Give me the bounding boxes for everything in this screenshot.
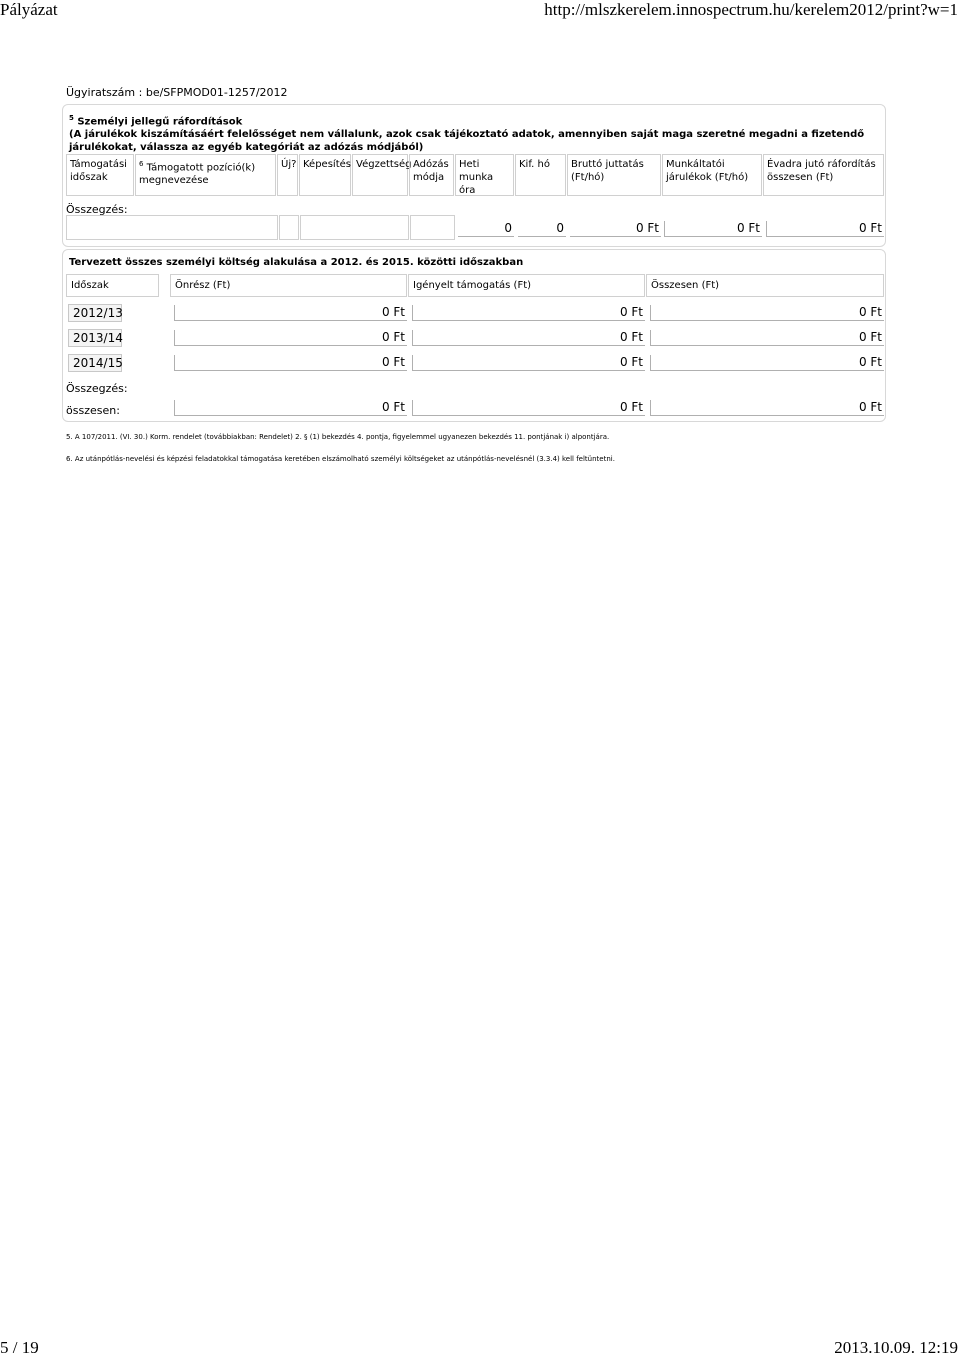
col-new: Új? [277, 154, 298, 196]
summary-cell-blank-1 [66, 215, 278, 240]
footnote-ref-6: 6 [139, 160, 144, 168]
col-requested-support: Igényelt támogatás (Ft) [408, 274, 645, 297]
summary-cell-blank-3 [300, 215, 409, 240]
cost-plan-title: Tervezett összes személyi költség alakulása a 2012. és 2015. közötti időszakban [69, 257, 524, 268]
col-gross-pay: Bruttó juttatás (Ft/hó) [567, 154, 661, 196]
footnote-ref-5: 5 [69, 114, 74, 122]
page-number: 5 / 19 [0, 1338, 39, 1357]
footnote-5: 5. A 107/2011. (VI. 30.) Korm. rendelet (továbbiakban: Rendelet) 2. § (1) bekezdés 4. pontja, figyelemmel ugyanezen bekezdés 11. pontjának i) alpontjára. [66, 433, 610, 441]
summary-season-total: 0 Ft [766, 221, 884, 237]
row3-total: 0 Ft [650, 355, 884, 371]
col-tax-method: Adózás módja [409, 154, 454, 196]
col-position-name-label: Támogatott pozíció(k) megnevezése [139, 162, 256, 187]
print-header-title: Pályázat [0, 0, 58, 19]
row2-requested: 0 Ft [412, 330, 645, 346]
row2-own: 0 Ft [174, 330, 407, 346]
section-subtitle-2: járulékokat, válassza az egyéb kategóriát az adózás módjából) [69, 142, 424, 154]
row1-requested: 0 Ft [412, 305, 645, 321]
col-education: Végzettség [352, 154, 408, 196]
col-total: Összesen (Ft) [646, 274, 884, 297]
section-subtitle-1: (A járulékok kiszámításáért felelősséget nem vállalunk, azok csak tájékoztató adatok, amennyiben saját maga szeretné megadni a fizetendő [69, 129, 865, 141]
summary-months: 0 [518, 221, 566, 237]
period-2013-14: 2013/14 [68, 329, 122, 347]
col-support-period: Támogatási időszak [66, 154, 134, 196]
row2-total: 0 Ft [650, 330, 884, 346]
total-label: összesen: [66, 404, 120, 417]
period-2012-13: 2012/13 [68, 304, 122, 322]
personnel-costs-title [69, 112, 879, 154]
row1-total: 0 Ft [650, 305, 884, 321]
summary-weekly-hours: 0 [458, 221, 514, 237]
row3-own: 0 Ft [174, 355, 407, 371]
total-requested: 0 Ft [412, 400, 645, 416]
col-weekly-hours: Heti munka óra [455, 154, 514, 196]
row3-requested: 0 Ft [412, 355, 645, 371]
col-period: Időszak [66, 274, 159, 297]
total-total: 0 Ft [650, 400, 884, 416]
total-own: 0 Ft [174, 400, 407, 416]
print-datetime: 2013.10.09. 12:19 [834, 1338, 958, 1357]
case-number: Ügyiratszám : be/SFPMOD01-1257/2012 [66, 86, 288, 99]
col-qualification: Képesítés [299, 154, 351, 196]
summary-employer-contrib: 0 Ft [664, 221, 762, 237]
col-season-total: Évadra jutó ráfordítás összesen (Ft) [763, 154, 884, 196]
summary-cell-blank-2 [279, 215, 299, 240]
period-2014-15: 2014/15 [68, 354, 122, 372]
summary-label: Összegzés: [66, 203, 128, 216]
col-position-name [135, 154, 276, 196]
col-own-contribution: Önrész (Ft) [170, 274, 407, 297]
col-employer-contrib: Munkáltatói járulékok (Ft/hó) [662, 154, 762, 196]
col-months: Kif. hó [515, 154, 566, 196]
summary-gross-pay: 0 Ft [570, 221, 661, 237]
summary-label-2: Összegzés: [66, 382, 128, 395]
summary-cell-blank-4 [410, 215, 455, 240]
footnote-6: 6. Az utánpótlás-nevelési és képzési feladatokkal támogatása keretében elszámolható személyi költségeket az utánpótlás-nevelésnél (3.3.4) kell feltüntetni. [66, 455, 615, 463]
print-header-url: http://mlszkerelem.innospectrum.hu/kerelem2012/print?w=1 [544, 0, 958, 19]
section-title: Személyi jellegű ráfordítások [77, 116, 243, 128]
row1-own: 0 Ft [174, 305, 407, 321]
